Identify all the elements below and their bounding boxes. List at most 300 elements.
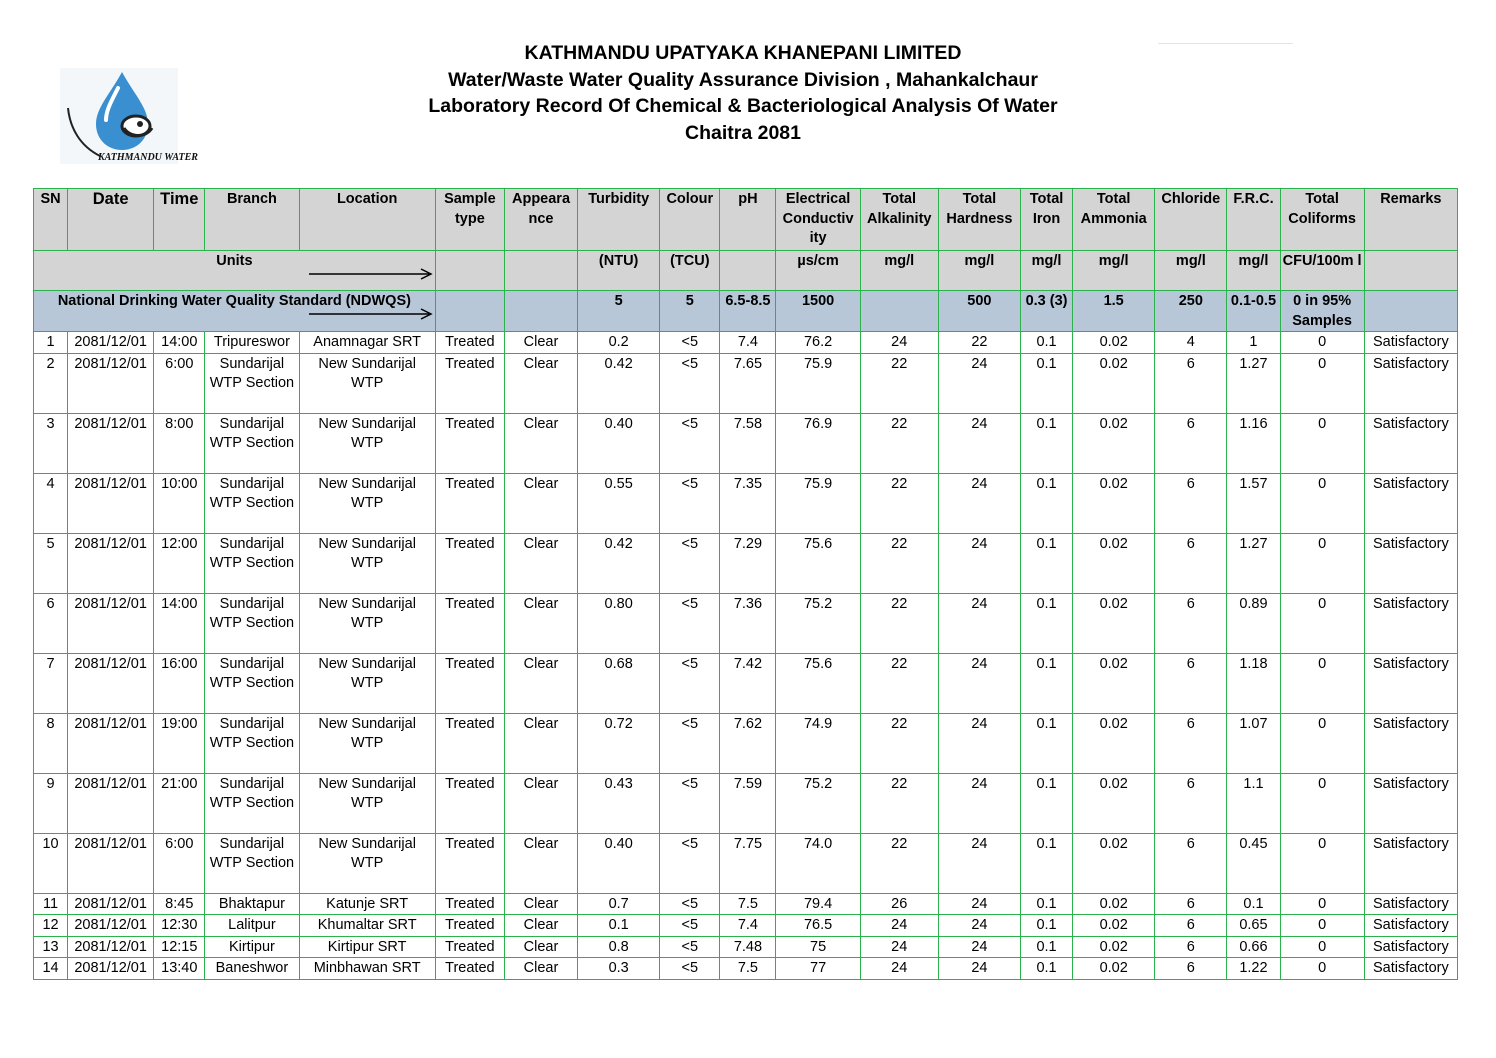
alkalinity-cell: 26 (860, 893, 938, 915)
location-cell: New Sundarijal WTP (299, 833, 435, 893)
alkalinity-cell: 24 (860, 958, 938, 980)
sn-cell: 7 (34, 653, 68, 713)
col-appearance: Appeara nce (504, 189, 577, 251)
table-row (34, 893, 1458, 915)
hardness-cell: 24 (938, 773, 1020, 833)
date-cell: 2081/12/01 (68, 833, 154, 893)
turbidity-cell: 0.42 (578, 533, 660, 593)
alkalinity-cell: 22 (860, 773, 938, 833)
time-cell: 21:00 (154, 773, 205, 833)
remarks-cell: Satisfactory (1364, 593, 1457, 653)
date-cell: 2081/12/01 (68, 773, 154, 833)
sn-cell: 9 (34, 773, 68, 833)
right-arrow-icon (309, 268, 433, 280)
org-title: KATHMANDU UPATYAKA KHANEPANI LIMITED (524, 42, 962, 64)
colour-cell: <5 (660, 332, 720, 354)
sample-type-cell: Treated (435, 915, 504, 937)
std-turbidity: 5 (578, 291, 660, 332)
sample-type-cell: Treated (435, 936, 504, 958)
ec-cell: 75.2 (776, 773, 860, 833)
sn-cell: 11 (34, 893, 68, 915)
branch-cell: Bhaktapur (205, 893, 299, 915)
coliforms-cell: 0 (1280, 653, 1364, 713)
turbidity-cell: 0.80 (578, 593, 660, 653)
ph-cell: 7.62 (720, 713, 776, 773)
iron-cell: 0.1 (1020, 473, 1072, 533)
iron-cell: 0.1 (1020, 936, 1072, 958)
ammonia-cell: 0.02 (1073, 533, 1155, 593)
col-ph: pH (720, 189, 776, 251)
branch-cell: Sundarijal WTP Section (205, 473, 299, 533)
chloride-cell: 6 (1155, 593, 1227, 653)
hardness-cell: 24 (938, 893, 1020, 915)
ammonia-cell: 0.02 (1073, 353, 1155, 413)
std-chloride: 250 (1155, 291, 1227, 332)
col-electrical-conductivity: Electrical Conductiv ity (776, 189, 860, 251)
colour-cell: <5 (660, 653, 720, 713)
sn-cell: 13 (34, 936, 68, 958)
table-row (34, 413, 1458, 473)
frc-cell: 1.27 (1227, 353, 1280, 413)
appearance-cell: Clear (504, 653, 577, 713)
std-ec: 1500 (776, 291, 860, 332)
ph-cell: 7.75 (720, 833, 776, 893)
ndwqs-label-cell (34, 291, 436, 332)
table-row (34, 936, 1458, 958)
ph-cell: 7.42 (720, 653, 776, 713)
sample-type-cell: Treated (435, 413, 504, 473)
time-cell: 6:00 (154, 353, 205, 413)
remarks-cell: Satisfactory (1364, 332, 1457, 354)
frc-cell: 0.89 (1227, 593, 1280, 653)
sample-type-cell: Treated (435, 332, 504, 354)
location-cell: New Sundarijal WTP (299, 773, 435, 833)
remarks-cell: Satisfactory (1364, 833, 1457, 893)
std-colour: 5 (660, 291, 720, 332)
iron-cell: 0.1 (1020, 893, 1072, 915)
coliforms-cell: 0 (1280, 713, 1364, 773)
turbidity-cell: 0.3 (578, 958, 660, 980)
ph-cell: 7.29 (720, 533, 776, 593)
col-total-coliforms: Total Coliforms (1280, 189, 1364, 251)
ndwqs-label: National Drinking Water Quality Standard (NDWQS) (57, 293, 411, 309)
coliforms-cell: 0 (1280, 593, 1364, 653)
ammonia-cell: 0.02 (1073, 915, 1155, 937)
hardness-cell: 24 (938, 936, 1020, 958)
col-frc: F.R.C. (1227, 189, 1280, 251)
frc-cell: 1 (1227, 332, 1280, 354)
chloride-cell: 6 (1155, 958, 1227, 980)
location-cell: Katunje SRT (299, 893, 435, 915)
alkalinity-cell: 22 (860, 593, 938, 653)
date-cell: 2081/12/01 (68, 353, 154, 413)
frc-cell: 0.1 (1227, 893, 1280, 915)
ph-cell: 7.59 (720, 773, 776, 833)
iron-cell: 0.1 (1020, 958, 1072, 980)
frc-cell: 1.22 (1227, 958, 1280, 980)
col-total-iron: Total Iron (1020, 189, 1072, 251)
unit-turbidity: (NTU) (578, 251, 660, 291)
date-cell: 2081/12/01 (68, 473, 154, 533)
ph-cell: 7.36 (720, 593, 776, 653)
col-total-alkalinity: Total Alkalinity (860, 189, 938, 251)
turbidity-cell: 0.8 (578, 936, 660, 958)
hardness-cell: 24 (938, 473, 1020, 533)
col-remarks: Remarks (1364, 189, 1457, 251)
table-row (34, 353, 1458, 413)
iron-cell: 0.1 (1020, 413, 1072, 473)
chloride-cell: 6 (1155, 533, 1227, 593)
sample-type-cell: Treated (435, 773, 504, 833)
frc-cell: 1.27 (1227, 533, 1280, 593)
remarks-cell: Satisfactory (1364, 653, 1457, 713)
colour-cell: <5 (660, 893, 720, 915)
turbidity-cell: 0.7 (578, 893, 660, 915)
col-chloride: Chloride (1155, 189, 1227, 251)
hardness-cell: 24 (938, 833, 1020, 893)
turbidity-cell: 0.43 (578, 773, 660, 833)
appearance-cell: Clear (504, 713, 577, 773)
table-row (34, 593, 1458, 653)
unit-hardness: mg/l (938, 251, 1020, 291)
frc-cell: 0.45 (1227, 833, 1280, 893)
alkalinity-cell: 22 (860, 833, 938, 893)
sample-type-cell: Treated (435, 958, 504, 980)
coliforms-cell: 0 (1280, 413, 1364, 473)
alkalinity-cell: 22 (860, 473, 938, 533)
col-total-hardness: Total Hardness (938, 189, 1020, 251)
coliforms-cell: 0 (1280, 533, 1364, 593)
ndwqs-row (34, 291, 1458, 332)
appearance-cell: Clear (504, 593, 577, 653)
alkalinity-cell: 22 (860, 653, 938, 713)
hardness-cell: 24 (938, 413, 1020, 473)
ec-cell: 74.0 (776, 833, 860, 893)
iron-cell: 0.1 (1020, 653, 1072, 713)
record-title: Laboratory Record Of Chemical & Bacteriological Analysis Of Water (428, 95, 1058, 118)
coliforms-cell: 0 (1280, 958, 1364, 980)
location-cell: Minbhawan SRT (299, 958, 435, 980)
time-cell: 19:00 (154, 713, 205, 773)
ec-cell: 75.9 (776, 353, 860, 413)
division-title: Water/Waste Water Quality Assurance Division , Mahankalchaur (448, 68, 1038, 91)
date-cell: 2081/12/01 (68, 653, 154, 713)
std-iron: 0.3 (3) (1020, 291, 1072, 332)
ec-cell: 75.2 (776, 593, 860, 653)
hardness-cell: 24 (938, 958, 1020, 980)
ec-cell: 75.6 (776, 653, 860, 713)
chloride-cell: 6 (1155, 936, 1227, 958)
ec-cell: 79.4 (776, 893, 860, 915)
coliforms-cell: 0 (1280, 353, 1364, 413)
colour-cell: <5 (660, 713, 720, 773)
ec-cell: 74.9 (776, 713, 860, 773)
col-sample-type: Sample type (435, 189, 504, 251)
date-cell: 2081/12/01 (68, 958, 154, 980)
coliforms-cell: 0 (1280, 915, 1364, 937)
sample-type-cell: Treated (435, 593, 504, 653)
chloride-cell: 6 (1155, 413, 1227, 473)
remarks-cell: Satisfactory (1364, 893, 1457, 915)
remarks-cell: Satisfactory (1364, 713, 1457, 773)
units-label-cell (34, 251, 436, 291)
ec-cell: 77 (776, 958, 860, 980)
iron-cell: 0.1 (1020, 353, 1072, 413)
ammonia-cell: 0.02 (1073, 936, 1155, 958)
turbidity-cell: 0.40 (578, 833, 660, 893)
ammonia-cell: 0.02 (1073, 958, 1155, 980)
ammonia-cell: 0.02 (1073, 332, 1155, 354)
colour-cell: <5 (660, 473, 720, 533)
ph-cell: 7.4 (720, 332, 776, 354)
ec-cell: 75.9 (776, 473, 860, 533)
sn-cell: 4 (34, 473, 68, 533)
col-location: Location (299, 189, 435, 251)
date-cell: 2081/12/01 (68, 936, 154, 958)
location-cell: New Sundarijal WTP (299, 473, 435, 533)
sn-cell: 5 (34, 533, 68, 593)
colour-cell: <5 (660, 936, 720, 958)
time-cell: 12:00 (154, 533, 205, 593)
table-row (34, 332, 1458, 354)
ph-cell: 7.5 (720, 893, 776, 915)
hardness-cell: 24 (938, 915, 1020, 937)
time-cell: 14:00 (154, 332, 205, 354)
sn-cell: 3 (34, 413, 68, 473)
table-row (34, 833, 1458, 893)
time-cell: 12:15 (154, 936, 205, 958)
hardness-cell: 24 (938, 353, 1020, 413)
sample-type-cell: Treated (435, 353, 504, 413)
remarks-cell: Satisfactory (1364, 533, 1457, 593)
turbidity-cell: 0.55 (578, 473, 660, 533)
frc-cell: 1.57 (1227, 473, 1280, 533)
chloride-cell: 6 (1155, 713, 1227, 773)
frc-cell: 1.07 (1227, 713, 1280, 773)
date-cell: 2081/12/01 (68, 893, 154, 915)
branch-cell: Sundarijal WTP Section (205, 593, 299, 653)
appearance-cell: Clear (504, 533, 577, 593)
branch-cell: Sundarijal WTP Section (205, 833, 299, 893)
table-row (34, 958, 1458, 980)
coliforms-cell: 0 (1280, 473, 1364, 533)
table-row (34, 915, 1458, 937)
turbidity-cell: 0.42 (578, 353, 660, 413)
turbidity-cell: 0.40 (578, 413, 660, 473)
col-colour: Colour (660, 189, 720, 251)
turbidity-cell: 0.68 (578, 653, 660, 713)
units-row (34, 251, 1458, 291)
iron-cell: 0.1 (1020, 593, 1072, 653)
hardness-cell: 22 (938, 332, 1020, 354)
col-total-ammonia: Total Ammonia (1073, 189, 1155, 251)
appearance-cell: Clear (504, 332, 577, 354)
appearance-cell: Clear (504, 958, 577, 980)
chloride-cell: 6 (1155, 353, 1227, 413)
appearance-cell: Clear (504, 353, 577, 413)
iron-cell: 0.1 (1020, 833, 1072, 893)
coliforms-cell: 0 (1280, 332, 1364, 354)
alkalinity-cell: 22 (860, 533, 938, 593)
right-arrow-icon (309, 308, 433, 320)
frc-cell: 0.65 (1227, 915, 1280, 937)
branch-cell: Sundarijal WTP Section (205, 713, 299, 773)
ec-cell: 76.2 (776, 332, 860, 354)
ph-cell: 7.4 (720, 915, 776, 937)
ammonia-cell: 0.02 (1073, 593, 1155, 653)
std-hardness: 500 (938, 291, 1020, 332)
svg-text:KATHMANDU WATER: KATHMANDU WATER (98, 152, 198, 163)
colour-cell: <5 (660, 353, 720, 413)
coliforms-cell: 0 (1280, 936, 1364, 958)
frc-cell: 1.16 (1227, 413, 1280, 473)
remarks-cell: Satisfactory (1364, 915, 1457, 937)
location-cell: New Sundarijal WTP (299, 353, 435, 413)
table-row (34, 713, 1458, 773)
hardness-cell: 24 (938, 653, 1020, 713)
ph-cell: 7.48 (720, 936, 776, 958)
branch-cell: Sundarijal WTP Section (205, 533, 299, 593)
time-cell: 8:00 (154, 413, 205, 473)
ec-cell: 76.9 (776, 413, 860, 473)
branch-cell: Tripureswor (205, 332, 299, 354)
ph-cell: 7.5 (720, 958, 776, 980)
coliforms-cell: 0 (1280, 893, 1364, 915)
col-turbidity: Turbidity (578, 189, 660, 251)
colour-cell: <5 (660, 958, 720, 980)
branch-cell: Lalitpur (205, 915, 299, 937)
table-row (34, 653, 1458, 713)
location-cell: New Sundarijal WTP (299, 653, 435, 713)
chloride-cell: 6 (1155, 915, 1227, 937)
unit-iron: mg/l (1020, 251, 1072, 291)
time-cell: 6:00 (154, 833, 205, 893)
col-sn: SN (34, 189, 68, 251)
date-cell: 2081/12/01 (68, 413, 154, 473)
appearance-cell: Clear (504, 473, 577, 533)
alkalinity-cell: 24 (860, 915, 938, 937)
branch-cell: Kirtipur (205, 936, 299, 958)
col-date: Date (68, 189, 154, 251)
unit-alkalinity: mg/l (860, 251, 938, 291)
iron-cell: 0.1 (1020, 533, 1072, 593)
date-cell: 2081/12/01 (68, 332, 154, 354)
sn-cell: 6 (34, 593, 68, 653)
chloride-cell: 6 (1155, 833, 1227, 893)
branch-cell: Baneshwor (205, 958, 299, 980)
branch-cell: Sundarijal WTP Section (205, 653, 299, 713)
remarks-cell: Satisfactory (1364, 353, 1457, 413)
time-cell: 10:00 (154, 473, 205, 533)
date-cell: 2081/12/01 (68, 593, 154, 653)
colour-cell: <5 (660, 833, 720, 893)
appearance-cell: Clear (504, 936, 577, 958)
std-coliforms: 0 in 95% Samples (1280, 291, 1364, 332)
period-title: Chaitra 2081 (685, 121, 801, 144)
ph-cell: 7.35 (720, 473, 776, 533)
col-time: Time (154, 189, 205, 251)
appearance-cell: Clear (504, 413, 577, 473)
units-label: Units (216, 253, 253, 269)
appearance-cell: Clear (504, 893, 577, 915)
column-header-row (34, 189, 1458, 251)
table-row (34, 773, 1458, 833)
ammonia-cell: 0.02 (1073, 773, 1155, 833)
sn-cell: 10 (34, 833, 68, 893)
time-cell: 13:40 (154, 958, 205, 980)
remarks-cell: Satisfactory (1364, 473, 1457, 533)
location-cell: New Sundarijal WTP (299, 713, 435, 773)
unit-frc: mg/l (1227, 251, 1280, 291)
turbidity-cell: 0.1 (578, 915, 660, 937)
coliforms-cell: 0 (1280, 773, 1364, 833)
coliforms-cell: 0 (1280, 833, 1364, 893)
remarks-cell: Satisfactory (1364, 773, 1457, 833)
unit-ec: µs/cm (776, 251, 860, 291)
remarks-cell: Satisfactory (1364, 958, 1457, 980)
hardness-cell: 24 (938, 533, 1020, 593)
unit-ammonia: mg/l (1073, 251, 1155, 291)
ph-cell: 7.58 (720, 413, 776, 473)
std-ammonia: 1.5 (1073, 291, 1155, 332)
location-cell: Khumaltar SRT (299, 915, 435, 937)
hardness-cell: 24 (938, 713, 1020, 773)
time-cell: 8:45 (154, 893, 205, 915)
ammonia-cell: 0.02 (1073, 413, 1155, 473)
location-cell: Anamnagar SRT (299, 332, 435, 354)
location-cell: Kirtipur SRT (299, 936, 435, 958)
chloride-cell: 6 (1155, 893, 1227, 915)
time-cell: 16:00 (154, 653, 205, 713)
sn-cell: 8 (34, 713, 68, 773)
document-header (0, 40, 1496, 146)
location-cell: New Sundarijal WTP (299, 533, 435, 593)
ammonia-cell: 0.02 (1073, 893, 1155, 915)
branch-cell: Sundarijal WTP Section (205, 353, 299, 413)
ammonia-cell: 0.02 (1073, 653, 1155, 713)
sn-cell: 2 (34, 353, 68, 413)
colour-cell: <5 (660, 593, 720, 653)
iron-cell: 0.1 (1020, 332, 1072, 354)
analysis-table (33, 188, 1458, 980)
colour-cell: <5 (660, 533, 720, 593)
sn-cell: 12 (34, 915, 68, 937)
turbidity-cell: 0.2 (578, 332, 660, 354)
unit-coliforms: CFU/100m l (1280, 251, 1364, 291)
frc-cell: 0.66 (1227, 936, 1280, 958)
alkalinity-cell: 22 (860, 353, 938, 413)
std-frc: 0.1-0.5 (1227, 291, 1280, 332)
alkalinity-cell: 24 (860, 936, 938, 958)
alkalinity-cell: 22 (860, 413, 938, 473)
frc-cell: 1.18 (1227, 653, 1280, 713)
chloride-cell: 4 (1155, 332, 1227, 354)
ammonia-cell: 0.02 (1073, 473, 1155, 533)
iron-cell: 0.1 (1020, 773, 1072, 833)
alkalinity-cell: 24 (860, 332, 938, 354)
unit-colour: (TCU) (660, 251, 720, 291)
iron-cell: 0.1 (1020, 915, 1072, 937)
sample-type-cell: Treated (435, 653, 504, 713)
chloride-cell: 6 (1155, 773, 1227, 833)
unit-chloride: mg/l (1155, 251, 1227, 291)
time-cell: 14:00 (154, 593, 205, 653)
std-ph: 6.5-8.5 (720, 291, 776, 332)
location-cell: New Sundarijal WTP (299, 593, 435, 653)
ec-cell: 76.5 (776, 915, 860, 937)
iron-cell: 0.1 (1020, 713, 1072, 773)
colour-cell: <5 (660, 915, 720, 937)
